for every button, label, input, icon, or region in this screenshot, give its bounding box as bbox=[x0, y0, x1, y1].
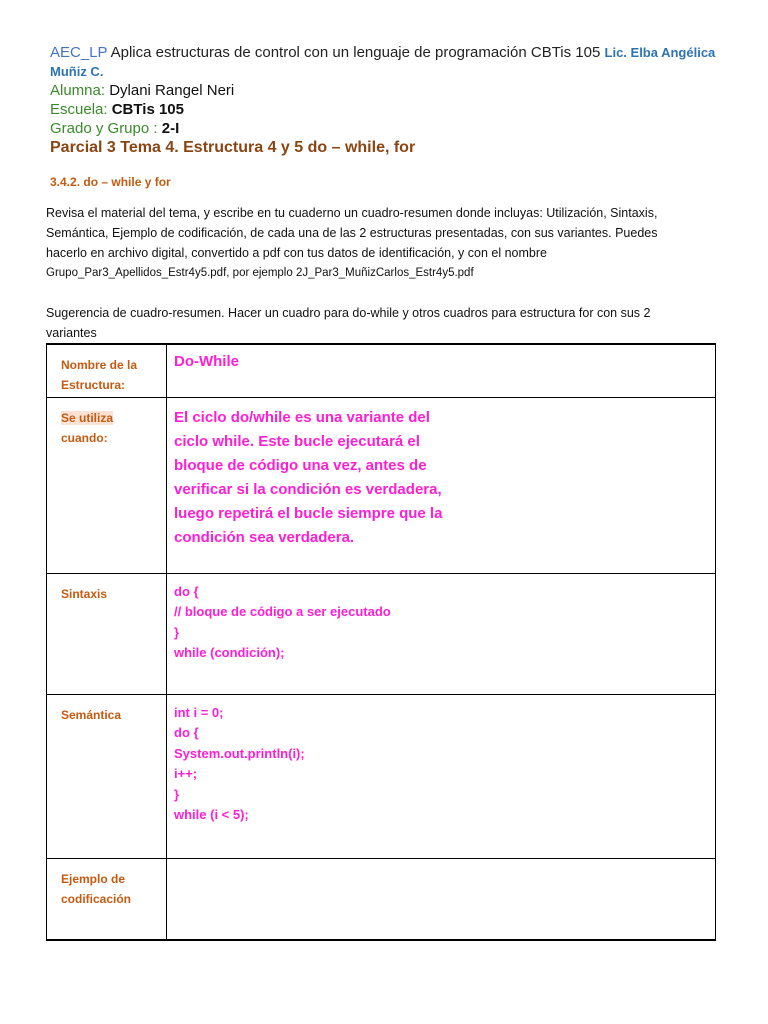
section-subtitle: 3.4.2. do – while y for bbox=[50, 175, 171, 189]
code-example-value bbox=[167, 858, 716, 940]
semantics-code: int i = 0; do { System.out.println(i); i++; } while (i < 5); bbox=[167, 694, 716, 858]
row-label-syntax: Sintaxis bbox=[47, 573, 167, 694]
summary-table bbox=[46, 343, 716, 941]
table-row bbox=[47, 573, 716, 694]
student-name: Dylani Rangel Neri bbox=[109, 82, 235, 99]
student-name-label: Alumna: bbox=[50, 82, 106, 99]
row-label-usage: Se utiliza cuando: bbox=[47, 397, 167, 573]
course-description: Aplica estructuras de control con un lenguaje de programación CBTis 105 bbox=[110, 44, 601, 61]
row-label-code-example: Ejemplo de codificación bbox=[47, 858, 167, 940]
group-value: 2-I bbox=[161, 120, 180, 137]
suggestion-paragraph bbox=[46, 303, 726, 343]
group-label: Grado y Grupo : bbox=[50, 120, 158, 137]
school-line bbox=[50, 101, 184, 119]
school-label: Escuela: bbox=[50, 101, 108, 118]
school-name: CBTis 105 bbox=[111, 101, 184, 118]
suggestion-line: Sugerencia de cuadro-resumen. Hacer un cuadro para do-while y otros cuadros para estructura for con sus 2 bbox=[46, 306, 651, 320]
table-row bbox=[47, 858, 716, 940]
row-label-semantics: Semántica bbox=[47, 694, 167, 858]
page-title: Parcial 3 Tema 4. Estructura 4 y 5 do – while, for bbox=[50, 139, 416, 156]
row-label-structure-name: Nombre de la Estructura: bbox=[47, 344, 167, 397]
syntax-code: do { // bloque de código a ser ejecutado } while (condición); bbox=[167, 573, 716, 694]
group-line bbox=[50, 120, 179, 138]
instructions-line: hacerlo en archivo digital, convertido a pdf con tus datos de identificación, y con el nombre bbox=[46, 246, 547, 260]
instructions-line: Revisa el material del tema, y escribe en tu cuaderno un cuadro-resumen donde incluyas: Utilización, Sintaxis, bbox=[46, 206, 658, 220]
suggestion-line: variantes bbox=[46, 326, 97, 340]
structure-name-value: Do-While bbox=[167, 344, 716, 397]
usage-description: El ciclo do/while es una variante del ciclo while. Este bucle ejecutará el bloque de código una vez, antes de verificar si la condición es verdadera, luego repetirá el bucle siempre que la condición sea verdadera. bbox=[167, 397, 716, 573]
instructions-paragraph bbox=[46, 203, 726, 283]
student-name-line bbox=[50, 82, 234, 100]
teacher-name: Lic. Elba Angélica Muñiz C. bbox=[50, 45, 716, 79]
table-row bbox=[47, 397, 716, 573]
instructions-line: Semántica, Ejemplo de codificación, de cada una de las 2 estructuras presentadas, con sus variantes. Puedes bbox=[46, 226, 658, 240]
course-code: AEC_LP bbox=[50, 44, 108, 61]
table-row bbox=[47, 694, 716, 858]
header bbox=[50, 43, 730, 81]
instructions-line: Grupo_Par3_Apellidos_Estr4y5.pdf, por ejemplo 2J_Par3_MuñizCarlos_Estr4y5.pdf bbox=[46, 267, 474, 279]
table-row bbox=[47, 344, 716, 397]
